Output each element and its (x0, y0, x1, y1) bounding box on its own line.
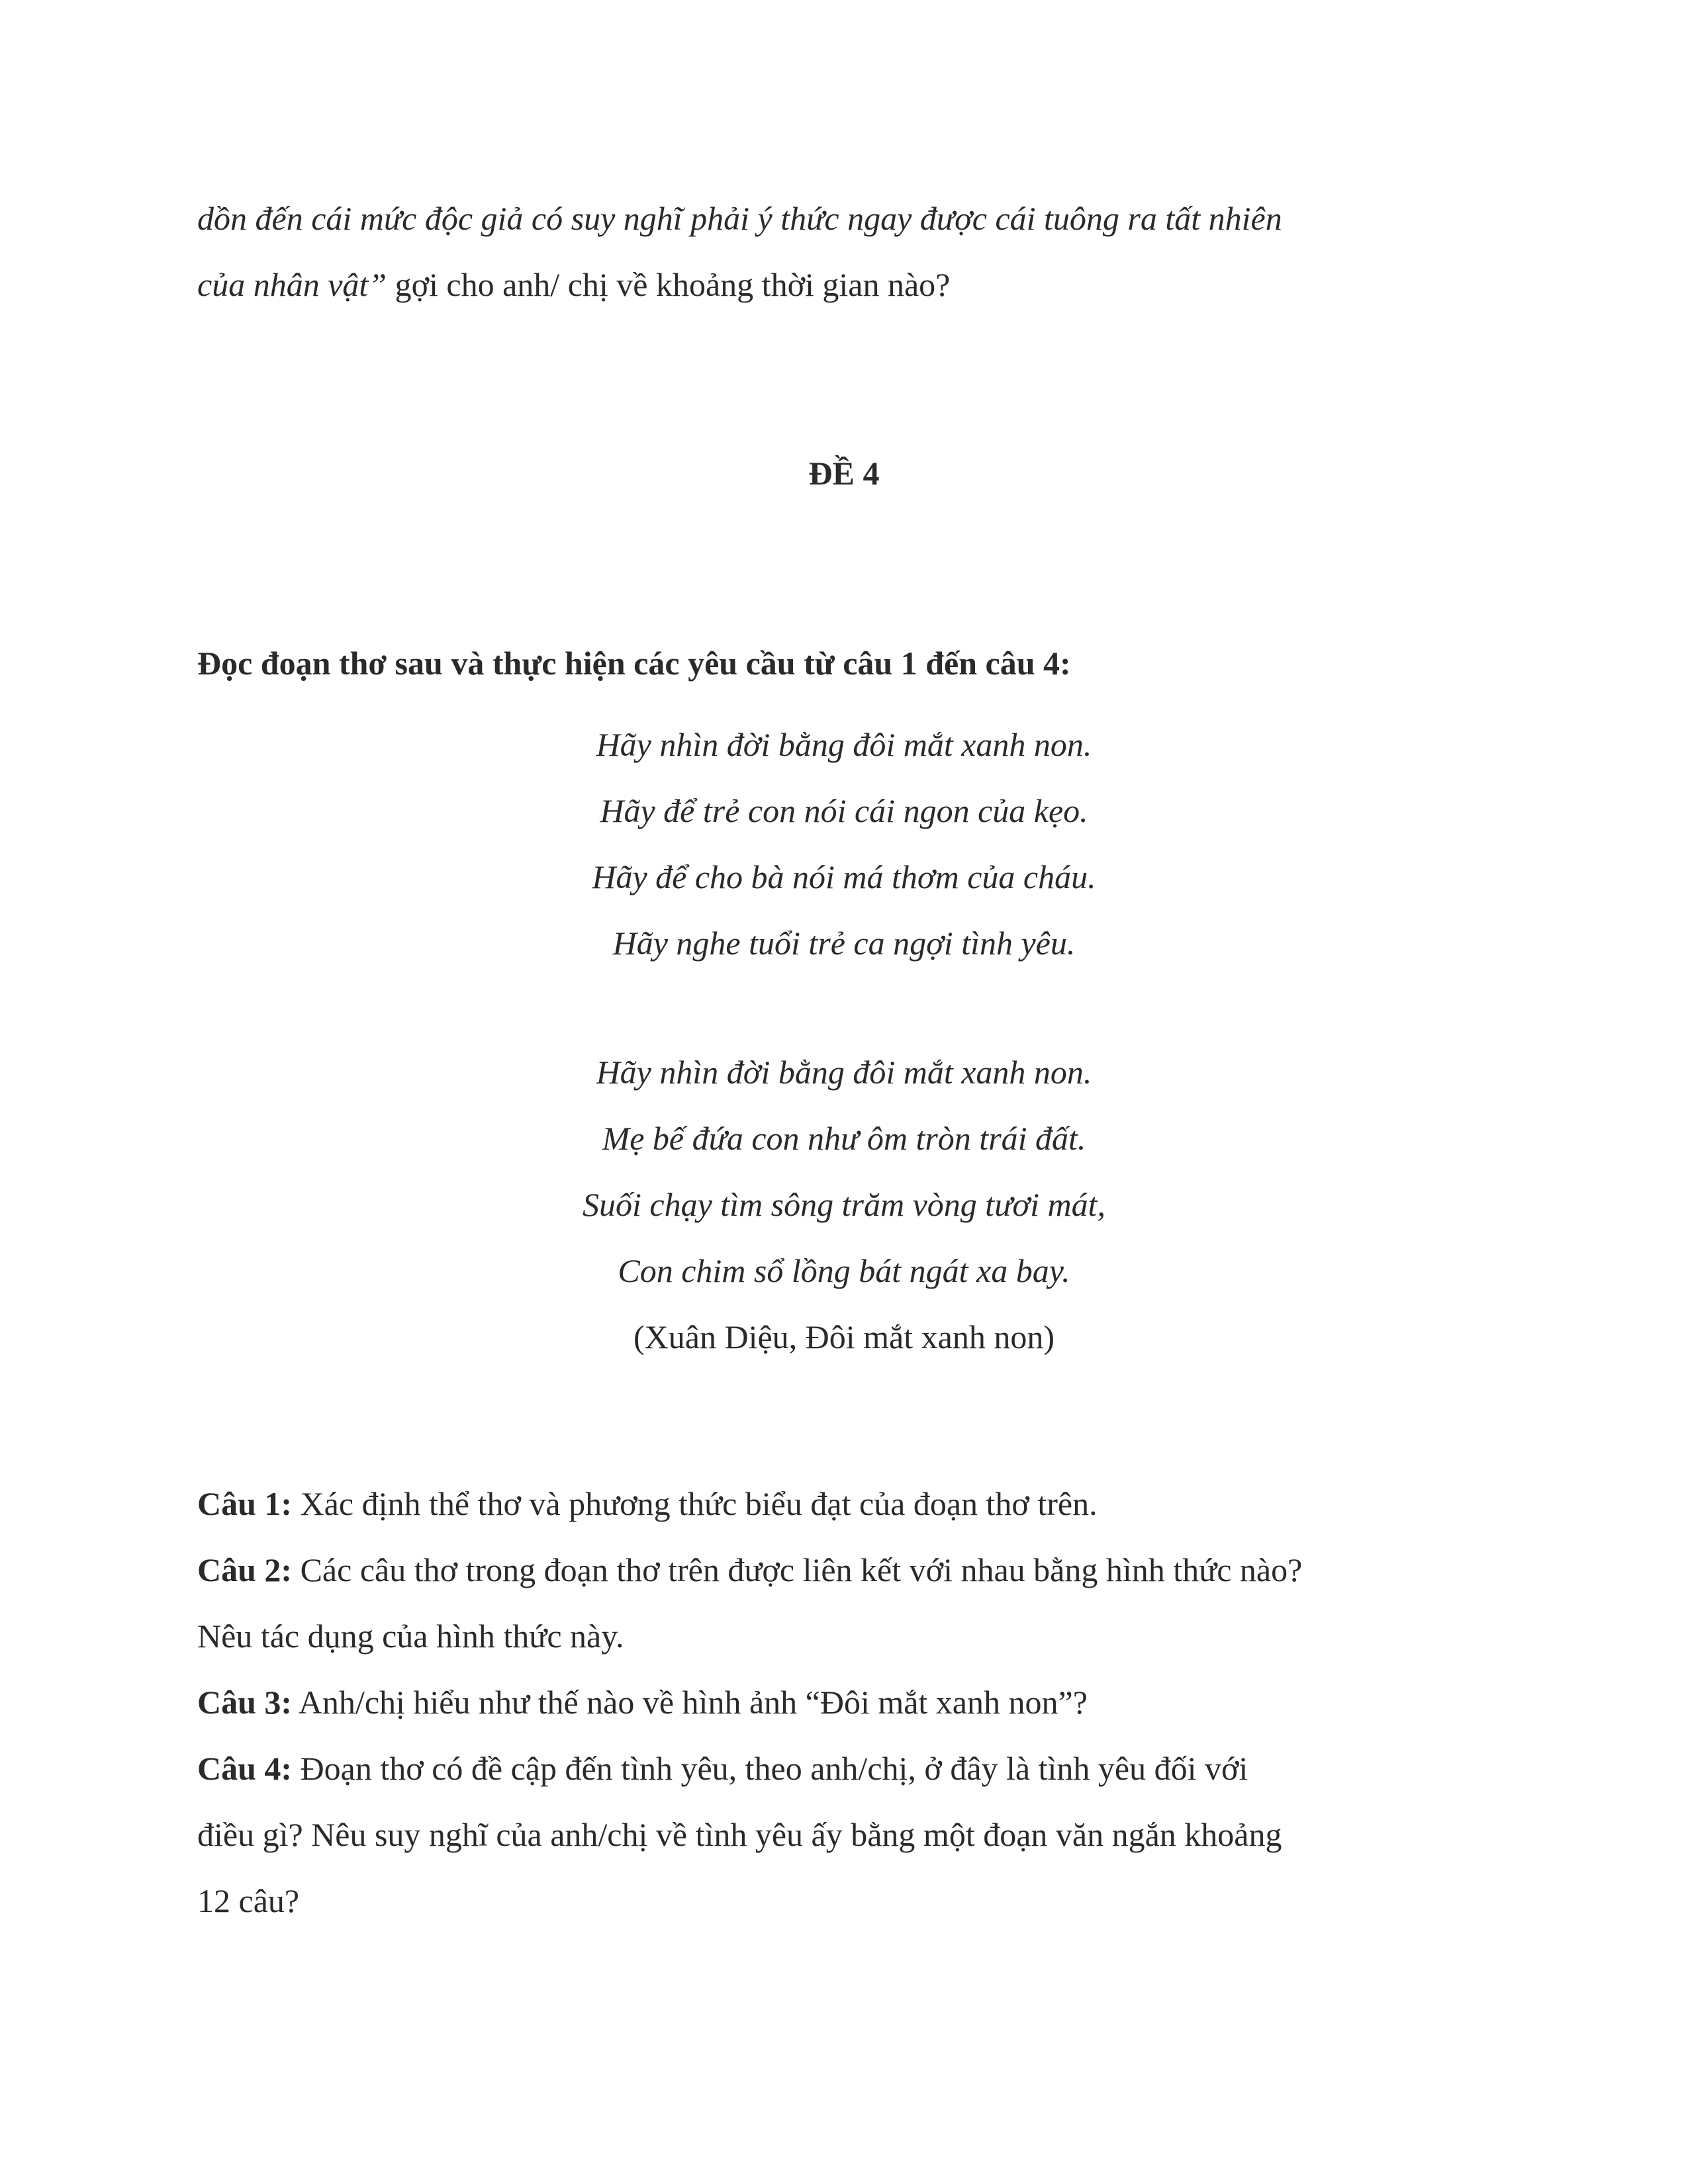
instruction-text: Đọc đoạn thơ sau và thực hiện các yêu cầu từ câu 1 đến câu 4: (197, 645, 1071, 682)
poem-line: Suối chạy tìm sông trăm vòng tươi mát, (582, 1186, 1105, 1223)
question-2 (197, 1537, 1508, 1603)
poem-line: Hãy để trẻ con nói cái ngon của kẹo. (600, 792, 1088, 829)
top-paragraph-italic-2: của nhân vật” (197, 266, 387, 303)
top-paragraph-rest: gợi cho anh/ chị về khoảng thời gian nào? (387, 266, 951, 303)
top-paragraph-line-2 (197, 251, 1508, 318)
question-3 (197, 1669, 1508, 1735)
poem-line: Hãy nghe tuổi trẻ ca ngợi tình yêu. (612, 925, 1076, 962)
question-4 (197, 1735, 1508, 1801)
question-label: Câu 4: (197, 1750, 293, 1787)
question-1 (197, 1471, 1508, 1537)
top-paragraph (197, 185, 1508, 318)
questions-list (197, 1471, 1508, 1934)
question-label: Câu 3: (197, 1684, 293, 1721)
poem-stanza-2 (0, 1039, 1688, 1370)
poem-line: Hãy nhìn đời bằng đôi mắt xanh non. (596, 1054, 1092, 1091)
poem-line: Mẹ bế đứa con như ôm tròn trái đất. (602, 1120, 1086, 1157)
poem-line: Hãy nhìn đời bằng đôi mắt xanh non. (596, 726, 1092, 763)
poem-line: Hãy để cho bà nói má thơm của cháu. (592, 858, 1096, 895)
question-4-continued: điều gì? Nêu suy nghĩ của anh/chị về tình yêu ấy bằng một đoạn văn ngắn khoảng (197, 1816, 1282, 1853)
poem-line: Con chim sổ lồng bát ngát xa bay. (618, 1252, 1070, 1289)
poem-stanza-1 (0, 711, 1688, 976)
poem-source: (Xuân Diệu, Đôi mắt xanh non) (633, 1318, 1055, 1355)
top-paragraph-line-1 (197, 185, 1508, 251)
question-4-continued: 12 câu? (197, 1882, 300, 1919)
question-label: Câu 1: (197, 1485, 293, 1522)
question-label: Câu 2: (197, 1551, 293, 1588)
question-text: Anh/chị hiểu như thế nào về hình ảnh “Đôi mắt xanh non”? (292, 1684, 1088, 1721)
section-heading: ĐỀ 4 (808, 455, 880, 492)
question-text: Xác định thể thơ và phương thức biểu đạt của đoạn thơ trên. (292, 1485, 1098, 1522)
question-text: Đoạn thơ có đề cập đến tình yêu, theo anh/chị, ở đây là tình yêu đối với (292, 1750, 1248, 1787)
question-2-continued: Nêu tác dụng của hình thức này. (197, 1617, 624, 1655)
question-text: Các câu thơ trong đoạn thơ trên được liên kết với nhau bằng hình thức nào? (292, 1551, 1303, 1588)
top-paragraph-italic-1: dồn đến cái mức độc giả có suy nghĩ phải ý thức ngay được cái tuông ra tất nhiên (197, 200, 1282, 237)
